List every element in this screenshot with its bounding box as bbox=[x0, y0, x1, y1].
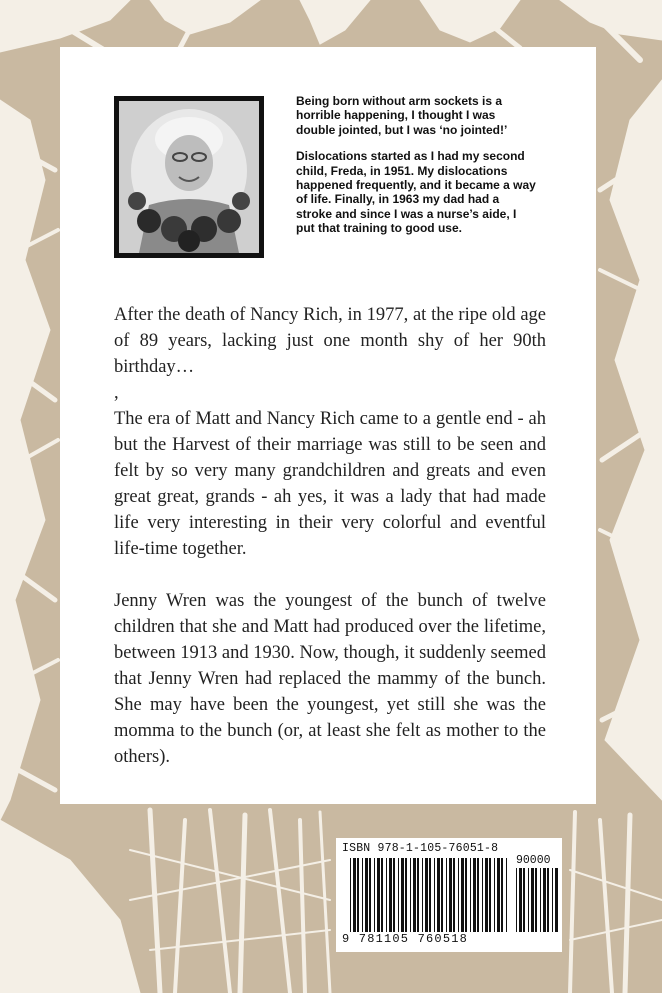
synopsis-paragraph-1: After the death of Nancy Rich, in 1977, at the ripe old age of 89 years, lacking just one month shy of her 90th birthday… bbox=[114, 305, 546, 377]
barcode-bar bbox=[453, 858, 455, 932]
barcode-bar bbox=[535, 868, 537, 932]
barcode-bar bbox=[473, 858, 476, 932]
caption-paragraph-2: Dislocations started as I had my second child, Freda, in 1951. My dislocations happened frequently, and it became a way of life. Finally, in 1963 my dad had a stroke and since I was a nurse’s aide, I put that training to good use. bbox=[296, 149, 536, 236]
isbn-number: ISBN 978-1-105-76051-8 bbox=[342, 842, 499, 855]
barcode-bar bbox=[482, 858, 483, 932]
barcode-bar bbox=[441, 858, 443, 932]
barcode-bar bbox=[547, 868, 549, 932]
barcode-bar bbox=[377, 858, 380, 932]
barcode-bar bbox=[425, 858, 428, 932]
barcode-bar bbox=[552, 868, 553, 932]
barcode-bar bbox=[494, 858, 495, 932]
caption-paragraph-1: Being born without arm sockets is a horrible happening, I thought I was double jointed, but I was ‘no jointed!’ bbox=[296, 94, 508, 137]
barcode-bar bbox=[465, 858, 467, 932]
barcode-bar bbox=[449, 858, 452, 932]
barcode-bar bbox=[381, 858, 383, 932]
portrait-photo bbox=[114, 96, 264, 258]
barcode-bar bbox=[365, 858, 368, 932]
barcode-bar bbox=[531, 868, 534, 932]
barcode-bar bbox=[458, 858, 459, 932]
barcode-bar bbox=[523, 868, 525, 932]
barcode-bar bbox=[389, 858, 392, 932]
synopsis-paragraph-3: Jenny Wren was the youngest of the bunch of twelve children that she and Matt had produced over the lifetime, between 1913 and 1930. Now, though, it suddenly seemed that Jenny Wren had replaced the mammy of the bunch. She may have been the youngest, yet still she was the momma to the bunch (or, at least she felt as mother to the others). bbox=[114, 591, 546, 767]
barcode-bar bbox=[543, 868, 546, 932]
barcode-bar bbox=[374, 858, 375, 932]
barcode-bar bbox=[405, 858, 407, 932]
synopsis-paragraph-2: The era of Matt and Nancy Rich came to a gentle end - ah but the Harvest of their marriage was still to be seen and felt by so very many grandchildren and greats and even great great, grands - ah yes, it was a lady that had made life very interesting in their very colorful and eventful life-time together. bbox=[114, 409, 546, 559]
barcode-bar bbox=[470, 858, 471, 932]
barcode-bar bbox=[434, 858, 435, 932]
barcode-bar bbox=[362, 858, 363, 932]
author-caption bbox=[296, 94, 536, 248]
barcode-bar bbox=[422, 858, 423, 932]
isbn-barcode bbox=[336, 838, 562, 952]
barcode-bar bbox=[446, 858, 447, 932]
barcode-bar bbox=[413, 858, 416, 932]
barcode-bar bbox=[353, 858, 356, 932]
synopsis-comma-line: , bbox=[114, 383, 119, 403]
barcode-bar bbox=[401, 858, 404, 932]
barcode-bar bbox=[386, 858, 387, 932]
barcode-bar bbox=[461, 858, 464, 932]
barcode-bar bbox=[516, 868, 517, 932]
barcode-bar bbox=[501, 858, 503, 932]
barcode-bars bbox=[350, 858, 508, 932]
barcode-bar bbox=[497, 858, 500, 932]
barcode-bar bbox=[540, 868, 541, 932]
barcode-digits: 9 781105 760518 bbox=[342, 932, 469, 946]
barcode-bar bbox=[477, 858, 479, 932]
barcode-bar bbox=[417, 858, 419, 932]
barcode-bar bbox=[357, 858, 359, 932]
price-code: 90000 bbox=[516, 854, 551, 867]
barcode-bar bbox=[398, 858, 399, 932]
barcode-bar bbox=[506, 858, 507, 932]
barcode-bar bbox=[350, 858, 351, 932]
barcode-bar bbox=[393, 858, 395, 932]
barcode-bar bbox=[528, 868, 529, 932]
barcode-bar bbox=[489, 858, 491, 932]
price-barcode-bars bbox=[516, 868, 558, 932]
barcode-bar bbox=[555, 868, 558, 932]
barcode-bar bbox=[485, 858, 488, 932]
synopsis-text bbox=[114, 302, 546, 770]
barcode-bar bbox=[437, 858, 440, 932]
barcode-bar bbox=[369, 858, 371, 932]
barcode-bar bbox=[410, 858, 411, 932]
barcode-bar bbox=[429, 858, 431, 932]
barcode-bar bbox=[519, 868, 522, 932]
